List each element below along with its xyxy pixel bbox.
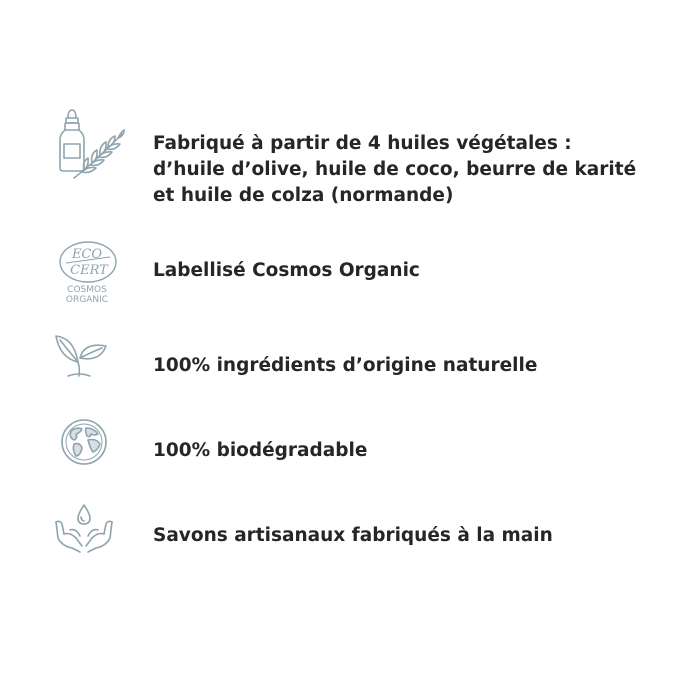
- feature-line: et huile de colza (normande): [153, 185, 454, 206]
- feature-line: 100% ingrédients d’origine naturelle: [153, 355, 538, 376]
- ecocert-cosmos-organic-label-icon: [56, 240, 120, 306]
- ecocert-eco-text: ECO: [71, 247, 103, 262]
- feature-text-biodegradable: [153, 438, 653, 464]
- feature-line: 100% biodégradable: [153, 440, 368, 461]
- cosmos-text: COSMOS: [67, 285, 107, 295]
- feature-line: Savons artisanaux fabriqués à la main: [153, 525, 553, 546]
- hands-with-drop-icon: [54, 502, 114, 554]
- feature-text-vegetable-oils: [153, 131, 653, 209]
- feature-text-handmade: [153, 523, 653, 549]
- oil-dropper-bottle-with-herb-icon: [52, 108, 132, 184]
- organic-text: ORGANIC: [65, 295, 109, 305]
- ecocert-cert-text: CERT: [70, 263, 108, 278]
- feature-line: d’huile d’olive, huile de coco, beurre de karité: [153, 159, 637, 180]
- feature-text-cosmos-organic: [153, 258, 653, 284]
- feature-line: Labellisé Cosmos Organic: [153, 260, 420, 281]
- sprout-icon: [54, 332, 110, 380]
- feature-line: Fabriqué à partir de 4 huiles végétales :: [153, 133, 572, 154]
- feature-text-natural-origin: [153, 353, 653, 379]
- globe-icon: [60, 418, 108, 466]
